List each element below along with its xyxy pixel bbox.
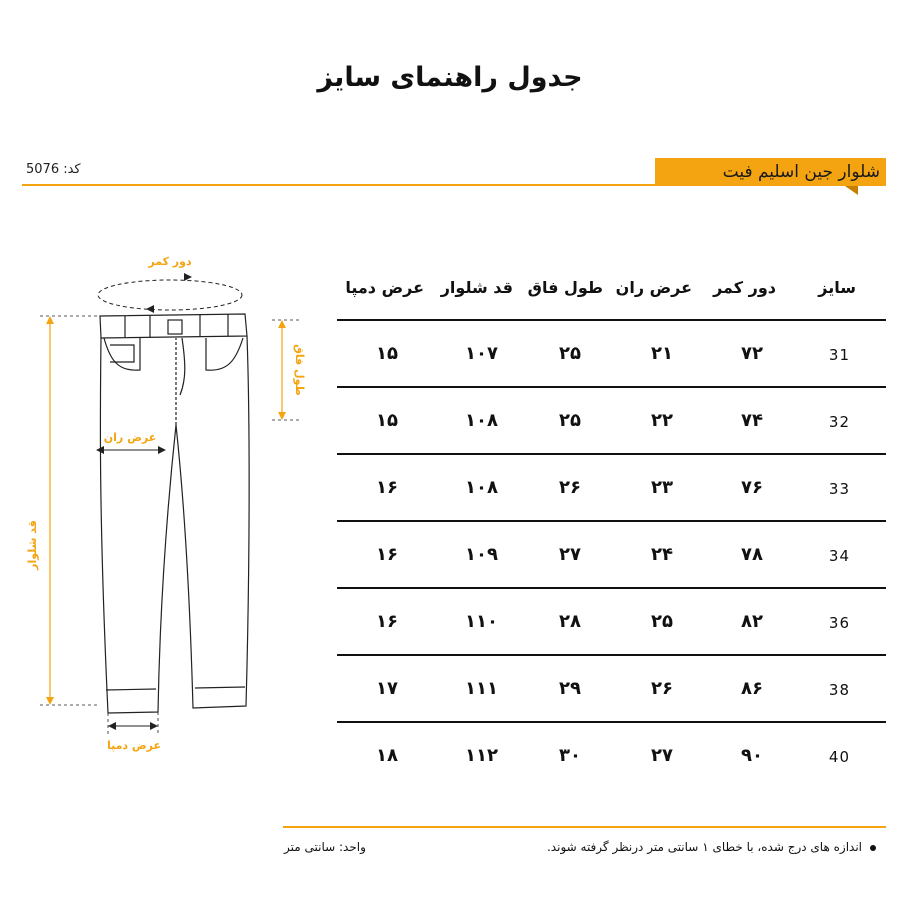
cell-thigh: ۲۲ [651,410,673,431]
header-size: سایز [818,278,856,297]
table-row [337,656,886,723]
cell-waist: ۸۲ [741,611,763,632]
jeans-outline [100,314,249,713]
cell-rise: ۲۸ [559,611,581,632]
cell-hem: ۱۵ [376,410,398,431]
label-hem: عرض دمپا [106,739,162,752]
header-length: قد شلوار [440,278,513,297]
cell-hem: ۱۶ [376,611,398,632]
table-row [337,455,886,522]
cell-rise: ۲۷ [559,544,581,565]
product-name-tab: شلوار جین اسلیم فیت [655,158,886,186]
size-table [337,272,886,790]
tolerance-note-text: اندازه های درج شده، با خطای ۱ سانتی متر درنظر گرفته شوند. [546,840,862,854]
page-title: جدول راهنمای سایز [317,62,583,93]
cell-rise: ۲۵ [559,343,581,364]
cell-length: ۱۰۹ [465,544,498,565]
cell-length: ۱۰۸ [465,410,498,431]
table-row [337,589,886,656]
waist-arrow-bottom [146,305,154,313]
cell-size: 31 [828,346,850,364]
table-header [337,272,886,321]
cell-waist: ۸۶ [741,678,763,699]
cell-hem: ۱۶ [376,544,398,565]
header-waist: دور کمر [713,278,776,297]
length-arrow-up [46,316,54,324]
cell-waist: ۷۸ [741,544,763,565]
label-length: قد شلوار [26,520,39,570]
cell-size: 33 [828,480,850,498]
cell-size: 36 [828,614,850,632]
cell-length: ۱۰۷ [465,343,498,364]
cell-thigh: ۲۱ [651,343,673,364]
cell-size: 32 [828,413,850,431]
cell-length: ۱۱۰ [465,611,498,632]
cell-length: ۱۰۸ [465,477,498,498]
waist-arrow-top [184,273,192,281]
cell-waist: ۷۲ [741,343,763,364]
cell-thigh: ۲۵ [651,611,673,632]
cell-hem: ۱۸ [376,745,398,766]
bullet-icon [870,845,876,851]
cell-waist: ۹۰ [741,745,763,766]
rise-arrow-up [278,320,286,328]
cell-hem: ۱۷ [376,678,398,699]
unit-label: واحد: سانتی متر [284,840,366,854]
cell-thigh: ۲۷ [651,745,673,766]
header-rise: طول فاق [527,278,603,297]
cell-hem: ۱۶ [376,477,398,498]
cell-rise: ۳۰ [559,745,581,766]
cell-waist: ۷۶ [741,477,763,498]
table-row [337,522,886,589]
cell-thigh: ۲۴ [651,544,673,565]
cell-length: ۱۱۲ [465,745,498,766]
cell-thigh: ۲۶ [651,678,673,699]
header-hem: عرض دمپا [345,278,424,297]
hem-arrow-right [150,722,158,730]
length-arrow-down [46,697,54,705]
tolerance-note [547,840,876,854]
product-code: کد: 5076 [26,162,81,177]
cell-rise: ۲۵ [559,410,581,431]
cell-size: 40 [828,748,850,766]
label-rise: طول فاق [293,344,306,396]
waist-ellipse [98,280,242,310]
table-row [337,388,886,455]
label-thigh: عرض ران [103,431,157,444]
table-row [337,321,886,388]
cell-rise: ۲۶ [559,477,581,498]
cell-length: ۱۱۱ [465,678,498,699]
thigh-arrow-right [158,446,166,454]
cell-rise: ۲۹ [559,678,581,699]
cell-size: 34 [828,547,850,565]
label-waist: دور کمر [148,255,192,268]
rise-arrow-down [278,412,286,420]
hem-arrow-left [108,722,116,730]
cell-size: 38 [828,681,850,699]
table-row [337,723,886,790]
cell-thigh: ۲۳ [651,477,673,498]
header-thigh: عرض ران [615,278,692,297]
footer-divider [283,826,886,828]
cell-waist: ۷۴ [741,410,763,431]
cell-hem: ۱۵ [376,343,398,364]
